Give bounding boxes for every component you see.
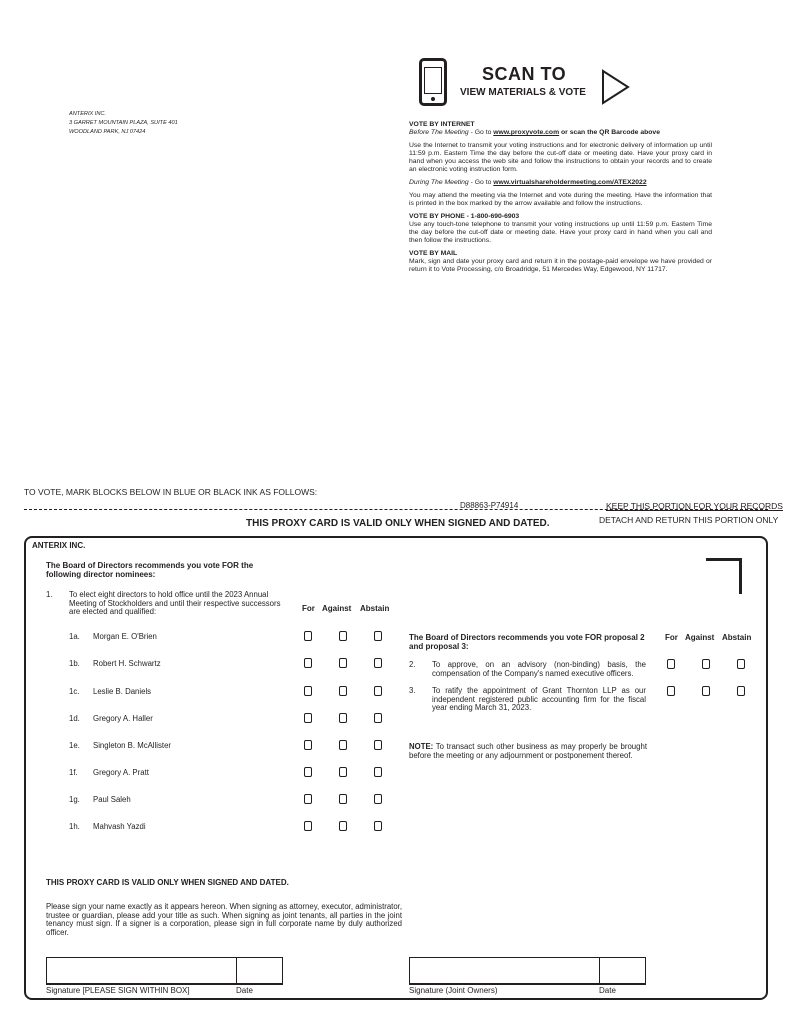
col-against-1: Against [322,604,352,613]
control-number: D88863-P74914 [460,501,519,510]
date-box[interactable] [236,957,283,985]
nominee-number: 1g. [69,795,80,804]
vote-abstain-checkbox[interactable] [374,740,382,750]
nominee-name: Singleton B. McAllister [93,741,171,750]
vote-abstain-checkbox[interactable] [374,821,382,831]
corner-mark [706,558,742,594]
vote-for-checkbox[interactable] [304,821,312,831]
vote-against-checkbox[interactable] [702,686,710,696]
nominee-number: 1f. [69,768,78,777]
nominee-name: Leslie B. Daniels [93,687,152,696]
vote-for-checkbox[interactable] [304,767,312,777]
signing-instructions: Please sign your name exactly as it appears hereon. When signing as attorney, executor, administrator, trustee or guardian, please add your title as such. When signing as joint tenants, all parties in the joint tenancy must sign. If a signer is a corporation, please sign in full corporate name by duly authorized officer. [46,902,402,937]
nominee-number: 1b. [69,659,80,668]
vote-abstain-checkbox[interactable] [374,631,382,641]
vote-for-checkbox[interactable] [667,686,675,696]
valid-notice-bottom: THIS PROXY CARD IS VALID ONLY WHEN SIGNED AND DATED. [46,878,289,887]
proposal-number: 2. [409,660,416,669]
proposal-1-number: 1. [46,590,53,599]
mailing-address [69,110,178,137]
nominee-number: 1h. [69,822,80,831]
col-abstain-1: Abstain [360,604,390,613]
signature-label: Signature [PLEASE SIGN WITHIN BOX] [46,986,190,995]
valid-notice-top: THIS PROXY CARD IS VALID ONLY WHEN SIGNED AND DATED. [246,518,550,529]
vote-against-checkbox[interactable] [339,767,347,777]
proposal-1-text: To elect eight directors to hold office until the 2023 Annual Meeting of Stockholders and until their respective successors are elected and qualified: [69,590,281,616]
play-arrow-icon [601,69,631,105]
mail-heading: VOTE BY MAIL [409,250,458,257]
vote-against-checkbox[interactable] [339,794,347,804]
vote-abstain-checkbox[interactable] [374,767,382,777]
vote-for-checkbox[interactable] [304,740,312,750]
address-line2: WOODLAND PARK, NJ 07424 [69,129,146,135]
vote-abstain-checkbox[interactable] [374,658,382,668]
vote-against-checkbox[interactable] [339,658,347,668]
note-paragraph [409,743,647,760]
proposal-number: 3. [409,686,416,695]
board-recommendation-1: The Board of Directors recommends you vote FOR the following director nominees: [46,561,254,579]
joint-signature-box[interactable] [409,957,600,985]
joint-date-box[interactable] [599,957,646,985]
vote-against-checkbox[interactable] [339,713,347,723]
vote-abstain-checkbox[interactable] [374,713,382,723]
col-for-1: For [302,604,315,613]
nominee-number: 1c. [69,687,80,696]
keep-portion-label: KEEP THIS PORTION FOR YOUR RECORDS [606,501,783,511]
internet-heading: VOTE BY INTERNET [409,121,475,128]
vote-against-checkbox[interactable] [339,631,347,641]
vote-for-checkbox[interactable] [304,658,312,668]
vote-for-checkbox[interactable] [304,794,312,804]
vote-for-checkbox[interactable] [304,713,312,723]
voting-instructions: VOTE BY INTERNET Before The Meeting - Go to www.proxyvote.com or scan the QR Barcode above Use the Internet to transmit your voting instructions and for electronic delivery of information up until 11:59 p.m. Eastern Time the day before the cut-off date or meeting date. Have your proxy card in hand when you access the web site and follow the instructions to obtain your records and to create an electronic voting instruction form. During The Meeting - Go to www.virtualshareholdermeeting.com/ATEX2022 You may attend the meeting via the Internet and vote during the meeting. Have the information that is printed in the box marked by the arrow available and follow the instructions. VOTE BY PHONE - 1-800-690-6903 Use any touch-tone telephone to transmit your voting instructions up until 11:59 p.m. Eastern Time the day before the cut-off date or meeting date. Have your proxy card in hand when you call and then follow the instructions. VOTE BY MAIL Mark, sign and date your proxy card and return it in the postage-paid envelope we have provided or return it to Vote Processing, c/o Broadridge, 51 Mercedes Way, Edgewood, NY 11717. [409,121,712,273]
scan-subtitle: VIEW MATERIALS & VOTE [460,87,586,98]
nominee-name: Morgan E. O'Brien [93,632,157,641]
nominee-number: 1a. [69,632,80,641]
address-line1: 3 GARRET MOUNTAIN PLAZA, SUITE 401 [69,120,178,126]
vote-abstain-checkbox[interactable] [737,659,745,669]
mail-body: Mark, sign and date your proxy card and return it in the postage-paid envelope we have provided or return it to Vote Processing, c/o Broadridge, 51 Mercedes Way, Edgewood, NY 11717. [409,258,712,273]
nominee-name: Robert H. Schwartz [93,659,161,668]
scan-title: SCAN TO [482,64,567,84]
nominee-name: Mahvash Yazdi [93,822,146,831]
address-company: ANTERIX INC. [69,111,106,117]
vote-for-checkbox[interactable] [667,659,675,669]
col-abstain-2: Abstain [722,633,752,642]
vote-abstain-checkbox[interactable] [374,686,382,696]
vote-for-checkbox[interactable] [304,631,312,641]
note-text: To transact such other business as may properly be brought before the meeting or any adjournment or postponement thereof. [409,742,647,760]
vote-abstain-checkbox[interactable] [737,686,745,696]
nominee-number: 1e. [69,741,80,750]
mobile-phone-icon [419,58,447,106]
vote-against-checkbox[interactable] [339,821,347,831]
phone-heading: VOTE BY PHONE - 1-800-690-6903 [409,213,520,220]
vote-for-checkbox[interactable] [304,686,312,696]
before-meeting-label: Before The Meeting [409,129,469,136]
phone-body: Use any touch-tone telephone to transmit your voting instructions up until 11:59 p.m. Eastern Time the day before the cut-off date or meeting date. Have your proxy card in hand when you call and then follow the instructions. [409,221,712,244]
vote-against-checkbox[interactable] [339,686,347,696]
virtual-meeting-link[interactable]: www.virtualshareholdermeeting.com/ATEX2022 [493,179,647,186]
col-against-2: Against [685,633,715,642]
note-label: NOTE: [409,742,434,751]
joint-date-label: Date [599,986,616,995]
mark-instructions: TO VOTE, MARK BLOCKS BELOW IN BLUE OR BLACK INK AS FOLLOWS: [24,487,318,497]
vote-abstain-checkbox[interactable] [374,794,382,804]
proposal-text: To approve, on an advisory (non-binding) basis, the compensation of the Company's named executive officers. [432,660,646,678]
nominee-name: Paul Saleh [93,795,131,804]
signature-box[interactable] [46,957,237,985]
vote-against-checkbox[interactable] [702,659,710,669]
board-recommendation-2: The Board of Directors recommends you vote FOR proposal 2 and proposal 3: [409,633,645,651]
nominee-name: Gregory A. Pratt [93,768,149,777]
joint-signature-label: Signature (Joint Owners) [409,986,498,995]
col-for-2: For [665,633,678,642]
during-body: You may attend the meeting via the Internet and vote during the meeting. Have the information that is printed in the box marked by the arrow available and follow the instructions. [409,192,712,207]
card-company: ANTERIX INC. [32,541,86,550]
proposal-text: To ratify the appointment of Grant Thornton LLP as our independent registered public accounting firm for the fiscal year ending March 31, 2023. [432,686,646,712]
during-meeting-label: During The Meeting [409,179,469,186]
date-label: Date [236,986,253,995]
detach-portion-label: DETACH AND RETURN THIS PORTION ONLY [599,515,779,525]
vote-against-checkbox[interactable] [339,740,347,750]
internet-body: Use the Internet to transmit your voting instructions and for electronic delivery of information up until 11:59 p.m. Eastern Time the day before the cut-off date or meeting date. Have your proxy card in hand when you access the web site and follow the instructions to obtain your records and to create an electronic voting instruction form. [409,142,712,173]
nominee-number: 1d. [69,714,80,723]
nominee-name: Gregory A. Haller [93,714,153,723]
proxyvote-link[interactable]: www.proxyvote.com [493,129,560,136]
